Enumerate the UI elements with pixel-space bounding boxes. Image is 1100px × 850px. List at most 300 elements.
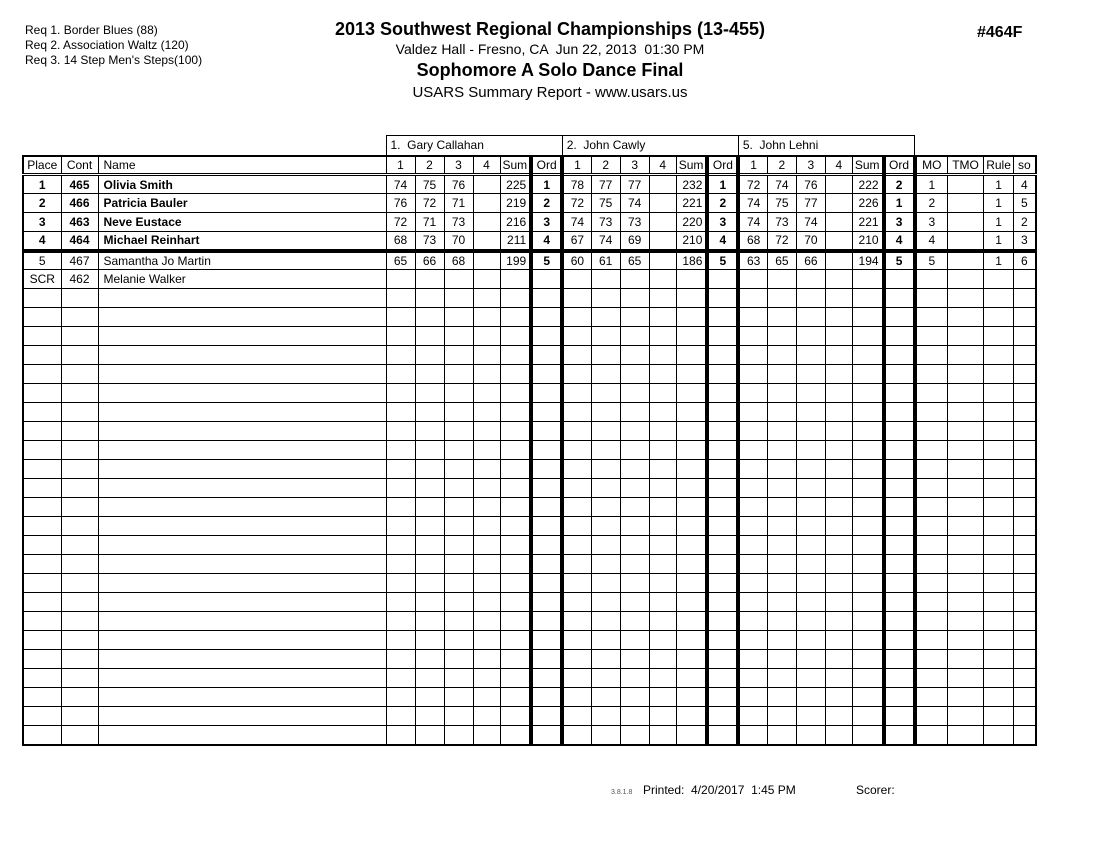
- judge3-ord-cell: 5: [884, 251, 915, 270]
- tmo-cell: [948, 707, 984, 726]
- judge3-sum-cell: [852, 536, 883, 555]
- judge1-score4-cell: [473, 536, 500, 555]
- mo-cell: 4: [915, 232, 948, 251]
- judge2-score2-cell: 61: [591, 251, 620, 270]
- judge2-ord-cell: [707, 327, 738, 346]
- judge-name-3: 5. John Lehni: [738, 136, 914, 156]
- judge3-score1-cell: [738, 707, 767, 726]
- judge3-score2-cell: [767, 631, 796, 650]
- judge1-score3-cell: [444, 574, 473, 593]
- judge1-sum-cell: [500, 270, 531, 289]
- judge1-score3-cell: [444, 726, 473, 745]
- judge3-sum-cell: [852, 612, 883, 631]
- judge2-score2-cell: [591, 650, 620, 669]
- cont-cell: [61, 536, 98, 555]
- judge2-score2-cell: [591, 270, 620, 289]
- judge3-sum-cell: 226: [852, 194, 883, 213]
- judge3-score4-cell: [825, 308, 852, 327]
- judge2-ord-cell: [707, 289, 738, 308]
- judge3-ord-cell: [884, 479, 915, 498]
- header-judge2-2: 2: [591, 156, 620, 175]
- judge2-score4-cell: [649, 707, 676, 726]
- judge2-score2-cell: 77: [591, 175, 620, 194]
- judge2-ord-cell: 3: [707, 213, 738, 232]
- judge3-score3-cell: [796, 669, 825, 688]
- judge1-score3-cell: 73: [444, 213, 473, 232]
- judge1-sum-cell: [500, 688, 531, 707]
- place-cell: 2: [23, 194, 61, 213]
- judge3-score4-cell: [825, 612, 852, 631]
- rule-cell: [984, 384, 1014, 403]
- judge3-sum-cell: [852, 365, 883, 384]
- judge3-score2-cell: [767, 555, 796, 574]
- judge1-sum-cell: [500, 631, 531, 650]
- cont-cell: [61, 574, 98, 593]
- judge2-score4-cell: [649, 194, 676, 213]
- mo-cell: [915, 346, 948, 365]
- judge3-sum-cell: [852, 688, 883, 707]
- judge1-score3-cell: [444, 365, 473, 384]
- place-cell: [23, 441, 61, 460]
- judge3-ord-cell: [884, 403, 915, 422]
- judge1-score3-cell: [444, 555, 473, 574]
- judge2-score1-cell: [562, 422, 591, 441]
- header-place: Place: [23, 156, 61, 175]
- place-cell: [23, 289, 61, 308]
- judge1-score3-cell: [444, 536, 473, 555]
- empty-row: [23, 289, 1036, 308]
- judge2-ord-cell: 2: [707, 194, 738, 213]
- name-cell: Patricia Bauler: [98, 194, 386, 213]
- name-cell: [98, 726, 386, 745]
- so-cell: [1014, 574, 1036, 593]
- judge2-score4-cell: [649, 631, 676, 650]
- judge1-ord-cell: [531, 669, 562, 688]
- cont-cell: [61, 631, 98, 650]
- judge3-ord-cell: [884, 536, 915, 555]
- tmo-cell: [948, 498, 984, 517]
- empty-row: [23, 593, 1036, 612]
- judge2-score3-cell: [620, 441, 649, 460]
- tmo-cell: [948, 270, 984, 289]
- header-judge1-1: 1: [386, 156, 415, 175]
- judge2-sum-cell: [676, 707, 707, 726]
- tmo-cell: [948, 631, 984, 650]
- judge3-score1-cell: [738, 669, 767, 688]
- judge2-score1-cell: [562, 593, 591, 612]
- judge1-score1-cell: [386, 707, 415, 726]
- judge2-sum-cell: [676, 574, 707, 593]
- judge1-sum-cell: [500, 574, 531, 593]
- judge1-score1-cell: [386, 574, 415, 593]
- mo-cell: [915, 726, 948, 745]
- place-cell: 4: [23, 232, 61, 251]
- judge1-score2-cell: [415, 593, 444, 612]
- so-cell: [1014, 536, 1036, 555]
- judge3-ord-cell: 1: [884, 194, 915, 213]
- cont-cell: [61, 479, 98, 498]
- judge3-ord-cell: [884, 593, 915, 612]
- judge1-score1-cell: [386, 631, 415, 650]
- judge2-score4-cell: [649, 403, 676, 422]
- judge2-score1-cell: [562, 403, 591, 422]
- judge2-score1-cell: [562, 574, 591, 593]
- judge1-score2-cell: [415, 308, 444, 327]
- empty-row: [23, 650, 1036, 669]
- judge3-ord-cell: [884, 707, 915, 726]
- judge3-score2-cell: 73: [767, 213, 796, 232]
- judge2-score4-cell: [649, 251, 676, 270]
- judge3-score1-cell: [738, 270, 767, 289]
- judge3-score2-cell: [767, 365, 796, 384]
- table-row: [23, 251, 1036, 270]
- mo-cell: [915, 365, 948, 384]
- empty-row: [23, 669, 1036, 688]
- judge3-score4-cell: [825, 650, 852, 669]
- place-cell: [23, 517, 61, 536]
- judge1-sum-cell: [500, 669, 531, 688]
- judge1-score3-cell: [444, 517, 473, 536]
- mo-cell: 5: [915, 251, 948, 270]
- so-cell: [1014, 270, 1036, 289]
- judge1-score4-cell: [473, 327, 500, 346]
- tmo-cell: [948, 441, 984, 460]
- tmo-cell: [948, 346, 984, 365]
- header-judge3-3: 3: [796, 156, 825, 175]
- header-judge2-sum: Sum: [676, 156, 707, 175]
- judge3-score1-cell: [738, 308, 767, 327]
- judge1-score1-cell: 72: [386, 213, 415, 232]
- place-cell: [23, 536, 61, 555]
- judge3-score3-cell: [796, 688, 825, 707]
- judge1-sum-cell: 199: [500, 251, 531, 270]
- judge1-score1-cell: 76: [386, 194, 415, 213]
- judge3-score3-cell: [796, 403, 825, 422]
- judge2-score4-cell: [649, 232, 676, 251]
- judge3-score3-cell: [796, 612, 825, 631]
- tmo-cell: [948, 688, 984, 707]
- mo-cell: [915, 669, 948, 688]
- judge2-score1-cell: 72: [562, 194, 591, 213]
- judge2-sum-cell: [676, 270, 707, 289]
- rule-cell: [984, 365, 1014, 384]
- judge2-ord-cell: [707, 726, 738, 745]
- header-name: Name: [98, 156, 386, 175]
- judge2-ord-cell: [707, 403, 738, 422]
- tmo-cell: [948, 574, 984, 593]
- judge1-score4-cell: [473, 194, 500, 213]
- mo-cell: [915, 517, 948, 536]
- empty-row: [23, 536, 1036, 555]
- judge2-score1-cell: [562, 308, 591, 327]
- judge2-score4-cell: [649, 498, 676, 517]
- judge3-score1-cell: [738, 460, 767, 479]
- report-header: [0, 19, 1100, 103]
- tmo-cell: [948, 517, 984, 536]
- name-cell: [98, 669, 386, 688]
- judge3-ord-cell: [884, 555, 915, 574]
- header-judge2-ord: Ord: [707, 156, 738, 175]
- place-cell: [23, 327, 61, 346]
- judge1-score4-cell: [473, 498, 500, 517]
- tmo-cell: [948, 726, 984, 745]
- tmo-cell: [948, 232, 984, 251]
- results-table: [22, 135, 1037, 746]
- judge3-score2-cell: [767, 650, 796, 669]
- judge3-score2-cell: [767, 669, 796, 688]
- judge3-score1-cell: [738, 346, 767, 365]
- judge2-score1-cell: [562, 441, 591, 460]
- judge3-score4-cell: [825, 479, 852, 498]
- judge3-sum-cell: [852, 289, 883, 308]
- judge1-score2-cell: [415, 517, 444, 536]
- tmo-cell: [948, 175, 984, 194]
- tmo-cell: [948, 308, 984, 327]
- judge2-score1-cell: 74: [562, 213, 591, 232]
- empty-row: [23, 574, 1036, 593]
- judge1-score3-cell: [444, 669, 473, 688]
- judge1-score4-cell: [473, 384, 500, 403]
- judge2-score2-cell: [591, 669, 620, 688]
- judge2-ord-cell: [707, 707, 738, 726]
- judge3-score3-cell: 70: [796, 232, 825, 251]
- mo-cell: [915, 650, 948, 669]
- judge3-score4-cell: [825, 346, 852, 365]
- so-cell: [1014, 365, 1036, 384]
- judge3-score1-cell: [738, 365, 767, 384]
- judge1-score4-cell: [473, 403, 500, 422]
- judge2-score2-cell: [591, 593, 620, 612]
- judge1-score4-cell: [473, 707, 500, 726]
- mo-cell: [915, 479, 948, 498]
- judge1-score4-cell: [473, 650, 500, 669]
- judge3-score4-cell: [825, 289, 852, 308]
- judge3-score4-cell: [825, 574, 852, 593]
- judge3-score4-cell: [825, 593, 852, 612]
- judge3-score3-cell: [796, 422, 825, 441]
- judge3-score3-cell: [796, 289, 825, 308]
- judge3-sum-cell: 210: [852, 232, 883, 251]
- judge3-sum-cell: [852, 479, 883, 498]
- place-cell: [23, 631, 61, 650]
- judge-header-row: [23, 136, 1036, 156]
- judge2-sum-cell: [676, 650, 707, 669]
- rule-cell: [984, 612, 1014, 631]
- judge3-score3-cell: [796, 308, 825, 327]
- judge2-score4-cell: [649, 593, 676, 612]
- judge3-ord-cell: 4: [884, 232, 915, 251]
- judge1-score4-cell: [473, 251, 500, 270]
- event-title: Sophomore A Solo Dance Final: [416, 60, 684, 80]
- judge2-score4-cell: [649, 441, 676, 460]
- judge3-score3-cell: 76: [796, 175, 825, 194]
- place-cell: [23, 308, 61, 327]
- judge2-score3-cell: [620, 707, 649, 726]
- judge2-sum-cell: [676, 555, 707, 574]
- judge2-score4-cell: [649, 213, 676, 232]
- judge2-score4-cell: [649, 384, 676, 403]
- judge1-ord-cell: [531, 707, 562, 726]
- judge2-score1-cell: 60: [562, 251, 591, 270]
- judge2-score4-cell: [649, 365, 676, 384]
- judge3-score3-cell: [796, 441, 825, 460]
- judge1-score2-cell: [415, 403, 444, 422]
- name-cell: [98, 289, 386, 308]
- judge3-sum-cell: [852, 346, 883, 365]
- tmo-cell: [948, 327, 984, 346]
- judge3-score1-cell: [738, 517, 767, 536]
- judge1-score3-cell: [444, 441, 473, 460]
- judge2-ord-cell: [707, 536, 738, 555]
- judge1-sum-cell: [500, 707, 531, 726]
- judge1-sum-cell: 225: [500, 175, 531, 194]
- judge2-score4-cell: [649, 669, 676, 688]
- judge1-score1-cell: [386, 327, 415, 346]
- judge3-sum-cell: [852, 498, 883, 517]
- judge1-ord-cell: [531, 422, 562, 441]
- judge2-score4-cell: [649, 688, 676, 707]
- judge2-score3-cell: [620, 289, 649, 308]
- header-judge2-1: 1: [562, 156, 591, 175]
- judge2-ord-cell: [707, 517, 738, 536]
- judge3-sum-cell: 221: [852, 213, 883, 232]
- judge1-score4-cell: [473, 669, 500, 688]
- judge1-sum-cell: [500, 365, 531, 384]
- judge1-ord-cell: 2: [531, 194, 562, 213]
- rule-cell: [984, 631, 1014, 650]
- judge3-score4-cell: [825, 232, 852, 251]
- judge1-score1-cell: [386, 555, 415, 574]
- tmo-cell: [948, 612, 984, 631]
- judge1-score3-cell: [444, 498, 473, 517]
- judge2-score3-cell: [620, 365, 649, 384]
- rule-cell: [984, 308, 1014, 327]
- judge2-score2-cell: [591, 346, 620, 365]
- judge1-score1-cell: 65: [386, 251, 415, 270]
- judge3-ord-cell: [884, 441, 915, 460]
- judge1-ord-cell: [531, 308, 562, 327]
- judge2-score2-cell: [591, 403, 620, 422]
- judge2-score1-cell: [562, 650, 591, 669]
- judge1-ord-cell: [531, 346, 562, 365]
- cont-cell: 466: [61, 194, 98, 213]
- judge3-score3-cell: [796, 517, 825, 536]
- judge3-score4-cell: [825, 498, 852, 517]
- tmo-cell: [948, 403, 984, 422]
- judge1-score3-cell: [444, 460, 473, 479]
- judge1-score3-cell: [444, 289, 473, 308]
- empty-row: [23, 422, 1036, 441]
- rule-cell: 1: [984, 194, 1014, 213]
- cont-cell: [61, 327, 98, 346]
- judge1-ord-cell: [531, 555, 562, 574]
- judge3-ord-cell: [884, 308, 915, 327]
- judge2-score3-cell: [620, 422, 649, 441]
- judge1-score4-cell: [473, 612, 500, 631]
- judge2-score4-cell: [649, 574, 676, 593]
- judge2-score4-cell: [649, 536, 676, 555]
- judge3-score3-cell: 66: [796, 251, 825, 270]
- mo-cell: [915, 574, 948, 593]
- scorer-label: Scorer:: [856, 783, 895, 797]
- judge1-score4-cell: [473, 574, 500, 593]
- judge2-score4-cell: [649, 422, 676, 441]
- place-cell: 1: [23, 175, 61, 194]
- cont-cell: [61, 346, 98, 365]
- judge2-ord-cell: [707, 346, 738, 365]
- judge1-sum-cell: [500, 479, 531, 498]
- judge1-score1-cell: [386, 517, 415, 536]
- judge1-ord-cell: [531, 289, 562, 308]
- judge2-score1-cell: [562, 631, 591, 650]
- judge3-score2-cell: [767, 498, 796, 517]
- place-cell: [23, 384, 61, 403]
- table-row: [23, 175, 1036, 194]
- judge3-score2-cell: [767, 270, 796, 289]
- judge3-score2-cell: [767, 346, 796, 365]
- judge2-score3-cell: [620, 346, 649, 365]
- judge3-score3-cell: [796, 650, 825, 669]
- judge3-score2-cell: [767, 327, 796, 346]
- judge1-score4-cell: [473, 232, 500, 251]
- judge3-score1-cell: [738, 593, 767, 612]
- tmo-cell: [948, 593, 984, 612]
- judge3-score4-cell: [825, 688, 852, 707]
- place-cell: [23, 403, 61, 422]
- judge1-ord-cell: 5: [531, 251, 562, 270]
- judge1-score2-cell: [415, 631, 444, 650]
- judge3-score4-cell: [825, 460, 852, 479]
- judge2-ord-cell: [707, 631, 738, 650]
- cont-cell: [61, 365, 98, 384]
- judge3-score4-cell: [825, 270, 852, 289]
- name-cell: [98, 650, 386, 669]
- tmo-cell: [948, 365, 984, 384]
- empty-row: [23, 346, 1036, 365]
- judge2-score3-cell: [620, 650, 649, 669]
- so-cell: [1014, 707, 1036, 726]
- place-cell: [23, 346, 61, 365]
- judge2-sum-cell: 232: [676, 175, 707, 194]
- so-cell: [1014, 460, 1036, 479]
- judge1-ord-cell: [531, 726, 562, 745]
- place-cell: [23, 650, 61, 669]
- judge3-ord-cell: [884, 327, 915, 346]
- rule-cell: [984, 517, 1014, 536]
- judge3-score2-cell: [767, 593, 796, 612]
- judge1-score3-cell: [444, 403, 473, 422]
- judge2-sum-cell: [676, 422, 707, 441]
- judge2-score2-cell: 75: [591, 194, 620, 213]
- judge2-ord-cell: [707, 270, 738, 289]
- judge3-score3-cell: [796, 460, 825, 479]
- judge1-ord-cell: [531, 650, 562, 669]
- judge1-score1-cell: [386, 308, 415, 327]
- judge2-score3-cell: [620, 536, 649, 555]
- header-judge1-sum: Sum: [500, 156, 531, 175]
- judge1-ord-cell: [531, 403, 562, 422]
- cont-cell: [61, 517, 98, 536]
- judge2-score1-cell: [562, 498, 591, 517]
- mo-cell: [915, 460, 948, 479]
- judge3-ord-cell: [884, 460, 915, 479]
- table-row: [23, 213, 1036, 232]
- judge3-score1-cell: 72: [738, 175, 767, 194]
- judge2-score4-cell: [649, 555, 676, 574]
- judge2-score2-cell: [591, 536, 620, 555]
- judge3-score3-cell: [796, 327, 825, 346]
- judge3-score2-cell: [767, 707, 796, 726]
